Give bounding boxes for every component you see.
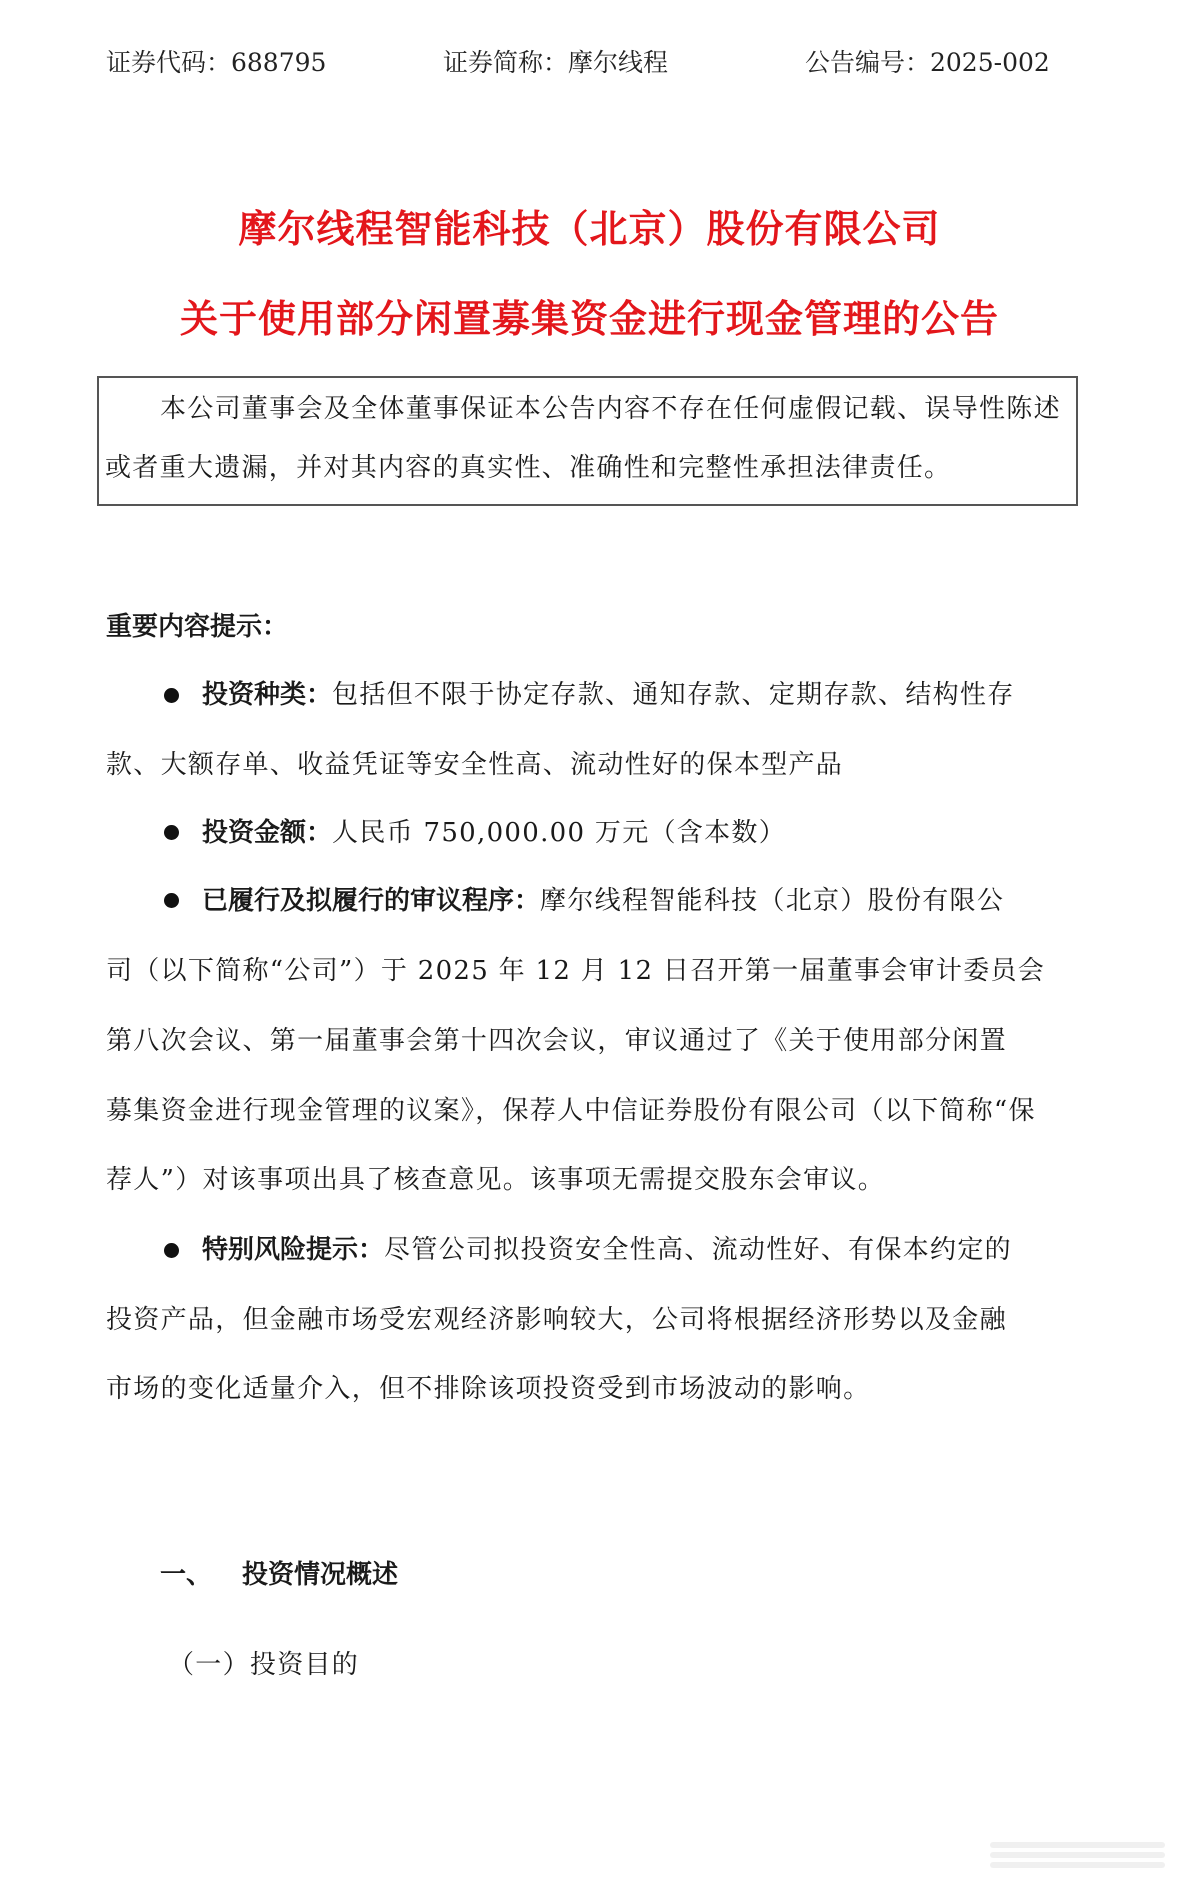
section-number: 一、 [160,1560,213,1590]
highlight-text-continued: 司（以下简称“公司”）于 2025 年 12 月 12 日召开第一届董事会审计委员会 [106,956,1046,986]
highlight-text-continued: 第八次会议、第一届董事会第十四次会议，审议通过了《关于使用部分闲置 [106,1026,1007,1056]
highlight-label: 投资金额： [202,818,333,848]
bullet-icon [164,688,179,703]
highlight-text-continued: 募集资金进行现金管理的议案》，保荐人中信证券股份有限公司（以下简称“保 [106,1096,1036,1126]
highlight-text: 摩尔线程智能科技（北京）股份有限公 [540,886,1005,916]
disclaimer-line-1: 本公司董事会及全体董事保证本公告内容不存在任何虚假记载、误导性陈述 [160,394,1061,424]
highlight-text-continued: 市场的变化适量介入，但不排除该项投资受到市场波动的影响。 [106,1374,871,1404]
highlight-item-investment-type [202,682,1015,708]
company-title: 摩尔线程智能科技（北京）股份有限公司 [238,207,941,251]
watermark [950,1838,1165,1874]
highlight-text-continued: 投资产品，但金融市场受宏观经济影响较大，公司将根据经济形势以及金融 [106,1305,1007,1335]
bullet-icon [164,825,179,840]
highlight-label: 特别风险提示： [202,1235,385,1265]
bullet-icon [164,1243,179,1258]
announcement-number: 公告编号：2025-002 [805,48,1050,77]
highlight-label: 已履行及拟履行的审议程序： [202,886,541,916]
announcement-title: 关于使用部分闲置募集资金进行现金管理的公告 [179,297,999,341]
highlight-text-continued: 荐人”）对该事项出具了核查意见。该事项无需提交股东会审议。 [106,1165,885,1195]
highlight-item-review-procedure [202,888,1004,914]
highlight-label: 投资种类： [202,680,333,710]
highlight-text-continued: 款、大额存单、收益凭证等安全性高、流动性好的保本型产品 [106,750,844,780]
stock-code: 证券代码：688795 [106,48,327,77]
highlight-item-investment-amount [202,820,786,846]
stock-short-name: 证券简称：摩尔线程 [443,48,669,77]
highlight-text: 尽管公司拟投资安全性高、流动性好、有保本约定的 [384,1235,1012,1265]
subsection-title: （一）投资目的 [168,1650,360,1680]
disclaimer-line-2: 或者重大遗漏，并对其内容的真实性、准确性和完整性承担法律责任。 [105,453,952,483]
highlight-item-risk-warning [202,1237,1012,1263]
highlight-text: 包括但不限于协定存款、通知存款、定期存款、结构性存 [332,680,1015,710]
section-title: 投资情况概述 [242,1560,399,1590]
highlight-text: 人民币 750,000.00 万元（含本数） [332,818,787,848]
bullet-icon [164,893,179,908]
highlights-heading: 重要内容提示： [106,612,289,642]
